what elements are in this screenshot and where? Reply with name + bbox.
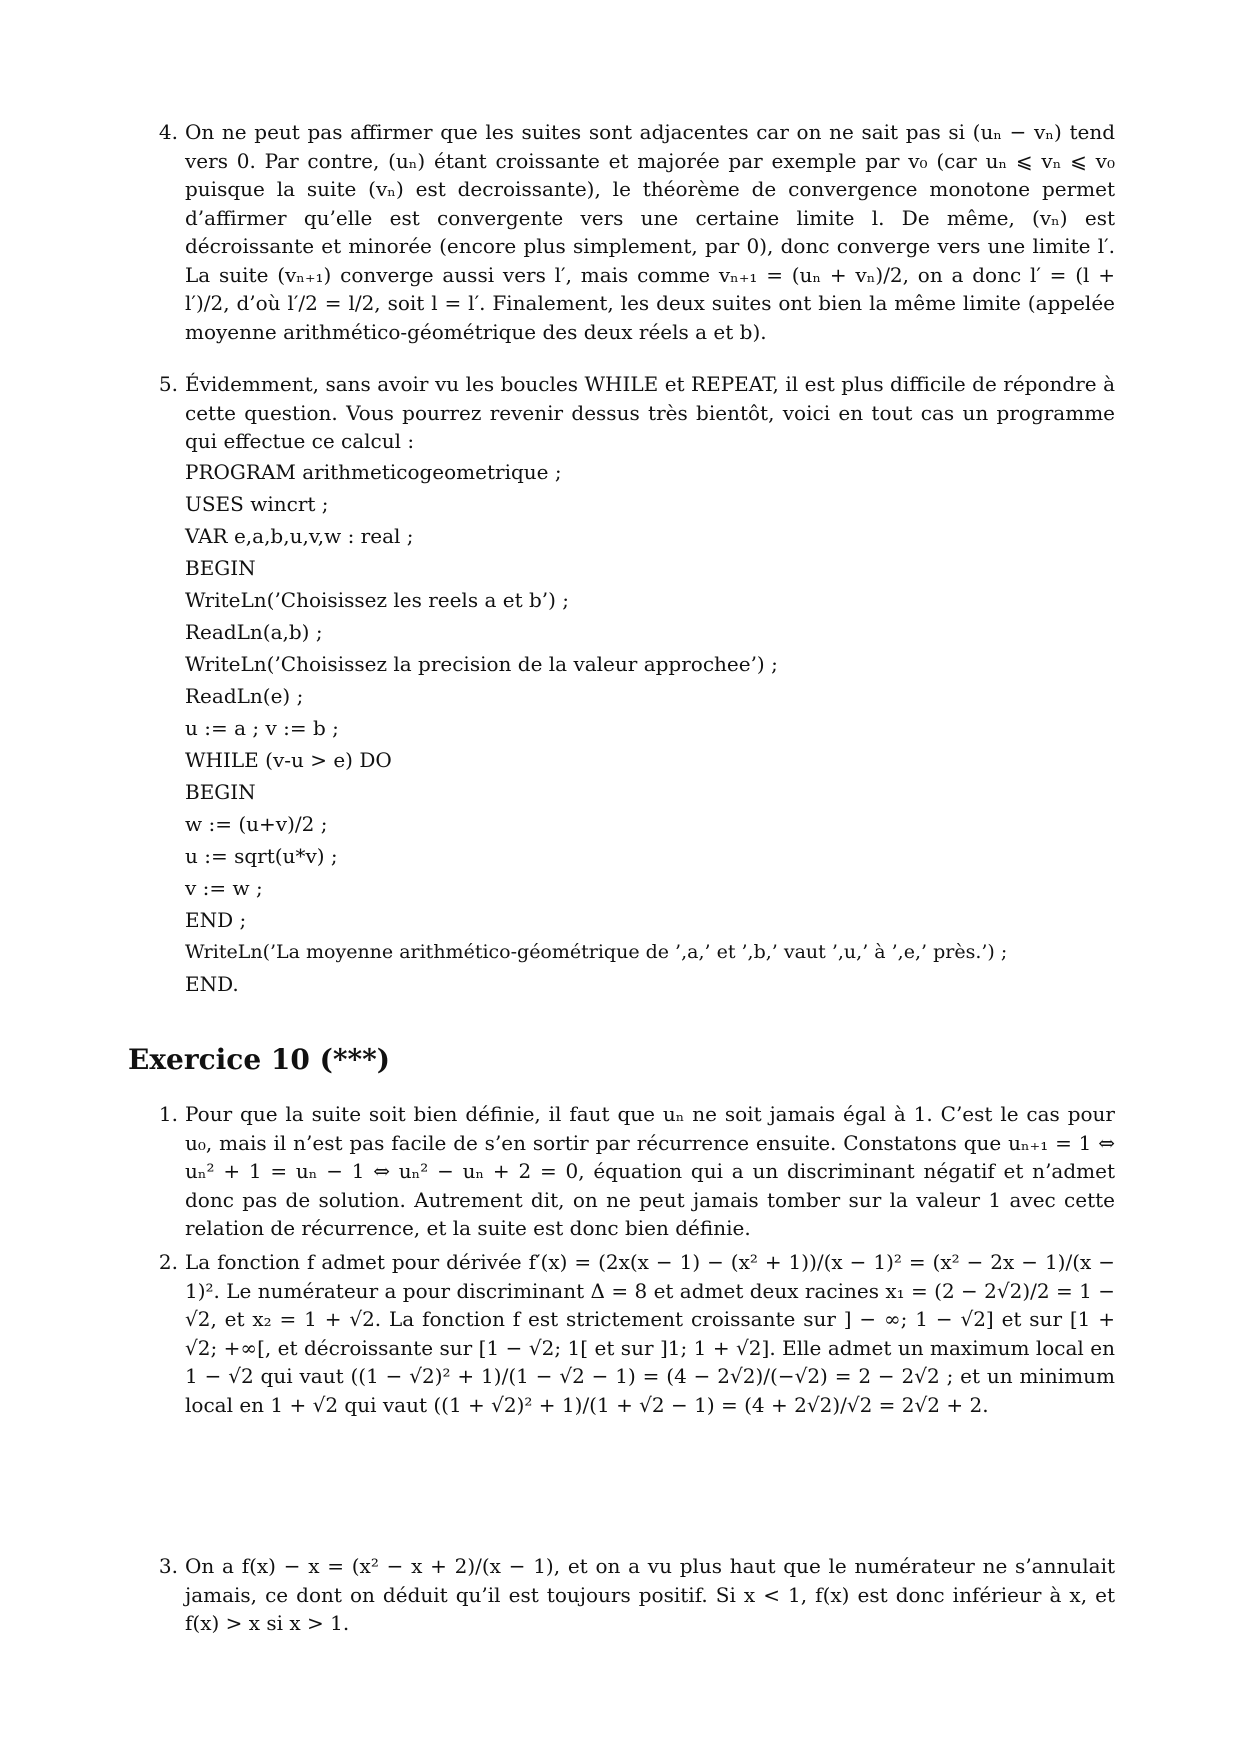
ex10-item-3-text: On a f(x) − x = (x² − x + 2)/(x − 1), et on a vu plus haut que le numérateur ne s’annulait jamais, ce dont on déduit qu’il est toujours positif. Si x < 1, f(x) est donc inférieur à x, et f(x) > x si x > 1. (185, 1554, 1115, 1635)
ex10-item-3-number: 3. (158, 1554, 178, 1578)
code-line: w := (u+v)/2 ; (185, 812, 328, 836)
code-line: u := sqrt(u*v) ; (185, 844, 338, 868)
ex10-item-1-text: Pour que la suite soit bien définie, il faut que uₙ ne soit jamais égal à 1. C’est le cas pour u₀, mais il n’est pas facile de s’en sortir par récurrence ensuite. Constatons que uₙ₊₁ = 1 ⇔ uₙ² + 1 = uₙ − 1 ⇔ uₙ² − uₙ + 2 = 0, équation qui a un discriminant négatif et n’admet donc pas de solution. Autrement dit, on ne peut jamais tomber sur la valeur 1 avec cette relation de récurrence, et la suite est donc bien définie. (185, 1102, 1115, 1240)
code-line: ReadLn(a,b) ; (185, 620, 323, 644)
item-5-text: Évidemment, sans avoir vu les boucles WHILE et REPEAT, il est plus difficile de répondre à cette question. Vous pourrez revenir dessus très bientôt, voici en tout cas un programme qui effectue ce calcul : (185, 372, 1115, 453)
ex10-item-1-number: 1. (158, 1102, 178, 1126)
item-4-number: 4. (158, 120, 178, 144)
code-line: ReadLn(e) ; (185, 684, 304, 708)
exercise-10-heading: Exercice 10 (***) (128, 1043, 391, 1076)
item-4-text: On ne peut pas affirmer que les suites sont adjacentes car on ne sait pas si (uₙ − vₙ) tend vers 0. Par contre, (uₙ) étant croissante et majorée par exemple par v₀ (car uₙ ⩽ vₙ ⩽ v₀ puisque la suite (vₙ) est decroissante), le théorème de convergence monotone permet d’affirmer qu’elle est convergente vers une certaine limite l. De même, (vₙ) est décroissante et minorée (encore plus simplement, par 0), donc converge vers une limite l′. La suite (vₙ₊₁) converge aussi vers l′, mais comme vₙ₊₁ = (uₙ + vₙ)/2, on a donc l′ = (l + l′)/2, d’où l′/2 = l/2, soit l = l′. Finalement, les deux suites ont bien la même limite (appelée moyenne arithmético-géométrique des deux réels a et b). (185, 120, 1115, 344)
code-line: USES wincrt ; (185, 492, 329, 516)
ex10-item-2-text: La fonction f admet pour dérivée f′(x) = (2x(x − 1) − (x² + 1))/(x − 1)² = (x² − 2x − 1)/(x − 1)². Le numérateur a pour discriminant Δ = 8 et admet deux racines x₁ = (2 − 2√2)/2 = 1 − √2, et x₂ = 1 + √2. La fonction f est strictement croissante sur ] − ∞; 1 − √2] et sur [1 + √2; +∞[, et décroissante sur [1 − √2; 1[ et sur ]1; 1 + √2]. Elle admet un maximum local en 1 − √2 qui vaut ((1 − √2)² + 1)/(1 − √2 − 1) = (4 − 2√2)/(−√2) = 2 − 2√2 ; et un minimum local en 1 + √2 qui vaut ((1 + √2)² + 1)/(1 + √2 − 1) = (4 + 2√2)/√2 = 2√2 + 2. (185, 1250, 1115, 1417)
code-line: END ; (185, 908, 247, 932)
code-line: WriteLn(’Choisissez les reels a et b’) ; (185, 588, 570, 612)
code-line: VAR e,a,b,u,v,w : real ; (185, 524, 414, 548)
code-line: BEGIN (185, 556, 256, 580)
code-line: WriteLn(’La moyenne arithmético-géométrique de ’,a,’ et ’,b,’ vaut ’,u,’ à ’,e,’ près.’) ; (185, 941, 1008, 963)
code-line: v := w ; (185, 876, 263, 900)
code-line: BEGIN (185, 780, 256, 804)
code-line: u := a ; v := b ; (185, 716, 339, 740)
code-line: WriteLn(’Choisissez la precision de la valeur approchee’) ; (185, 652, 778, 676)
code-line: WHILE (v-u > e) DO (185, 748, 392, 772)
code-line: END. (185, 972, 239, 996)
item-5-number: 5. (158, 372, 178, 396)
ex10-item-2-number: 2. (158, 1250, 178, 1274)
code-line: PROGRAM arithmeticogeometrique ; (185, 460, 562, 484)
